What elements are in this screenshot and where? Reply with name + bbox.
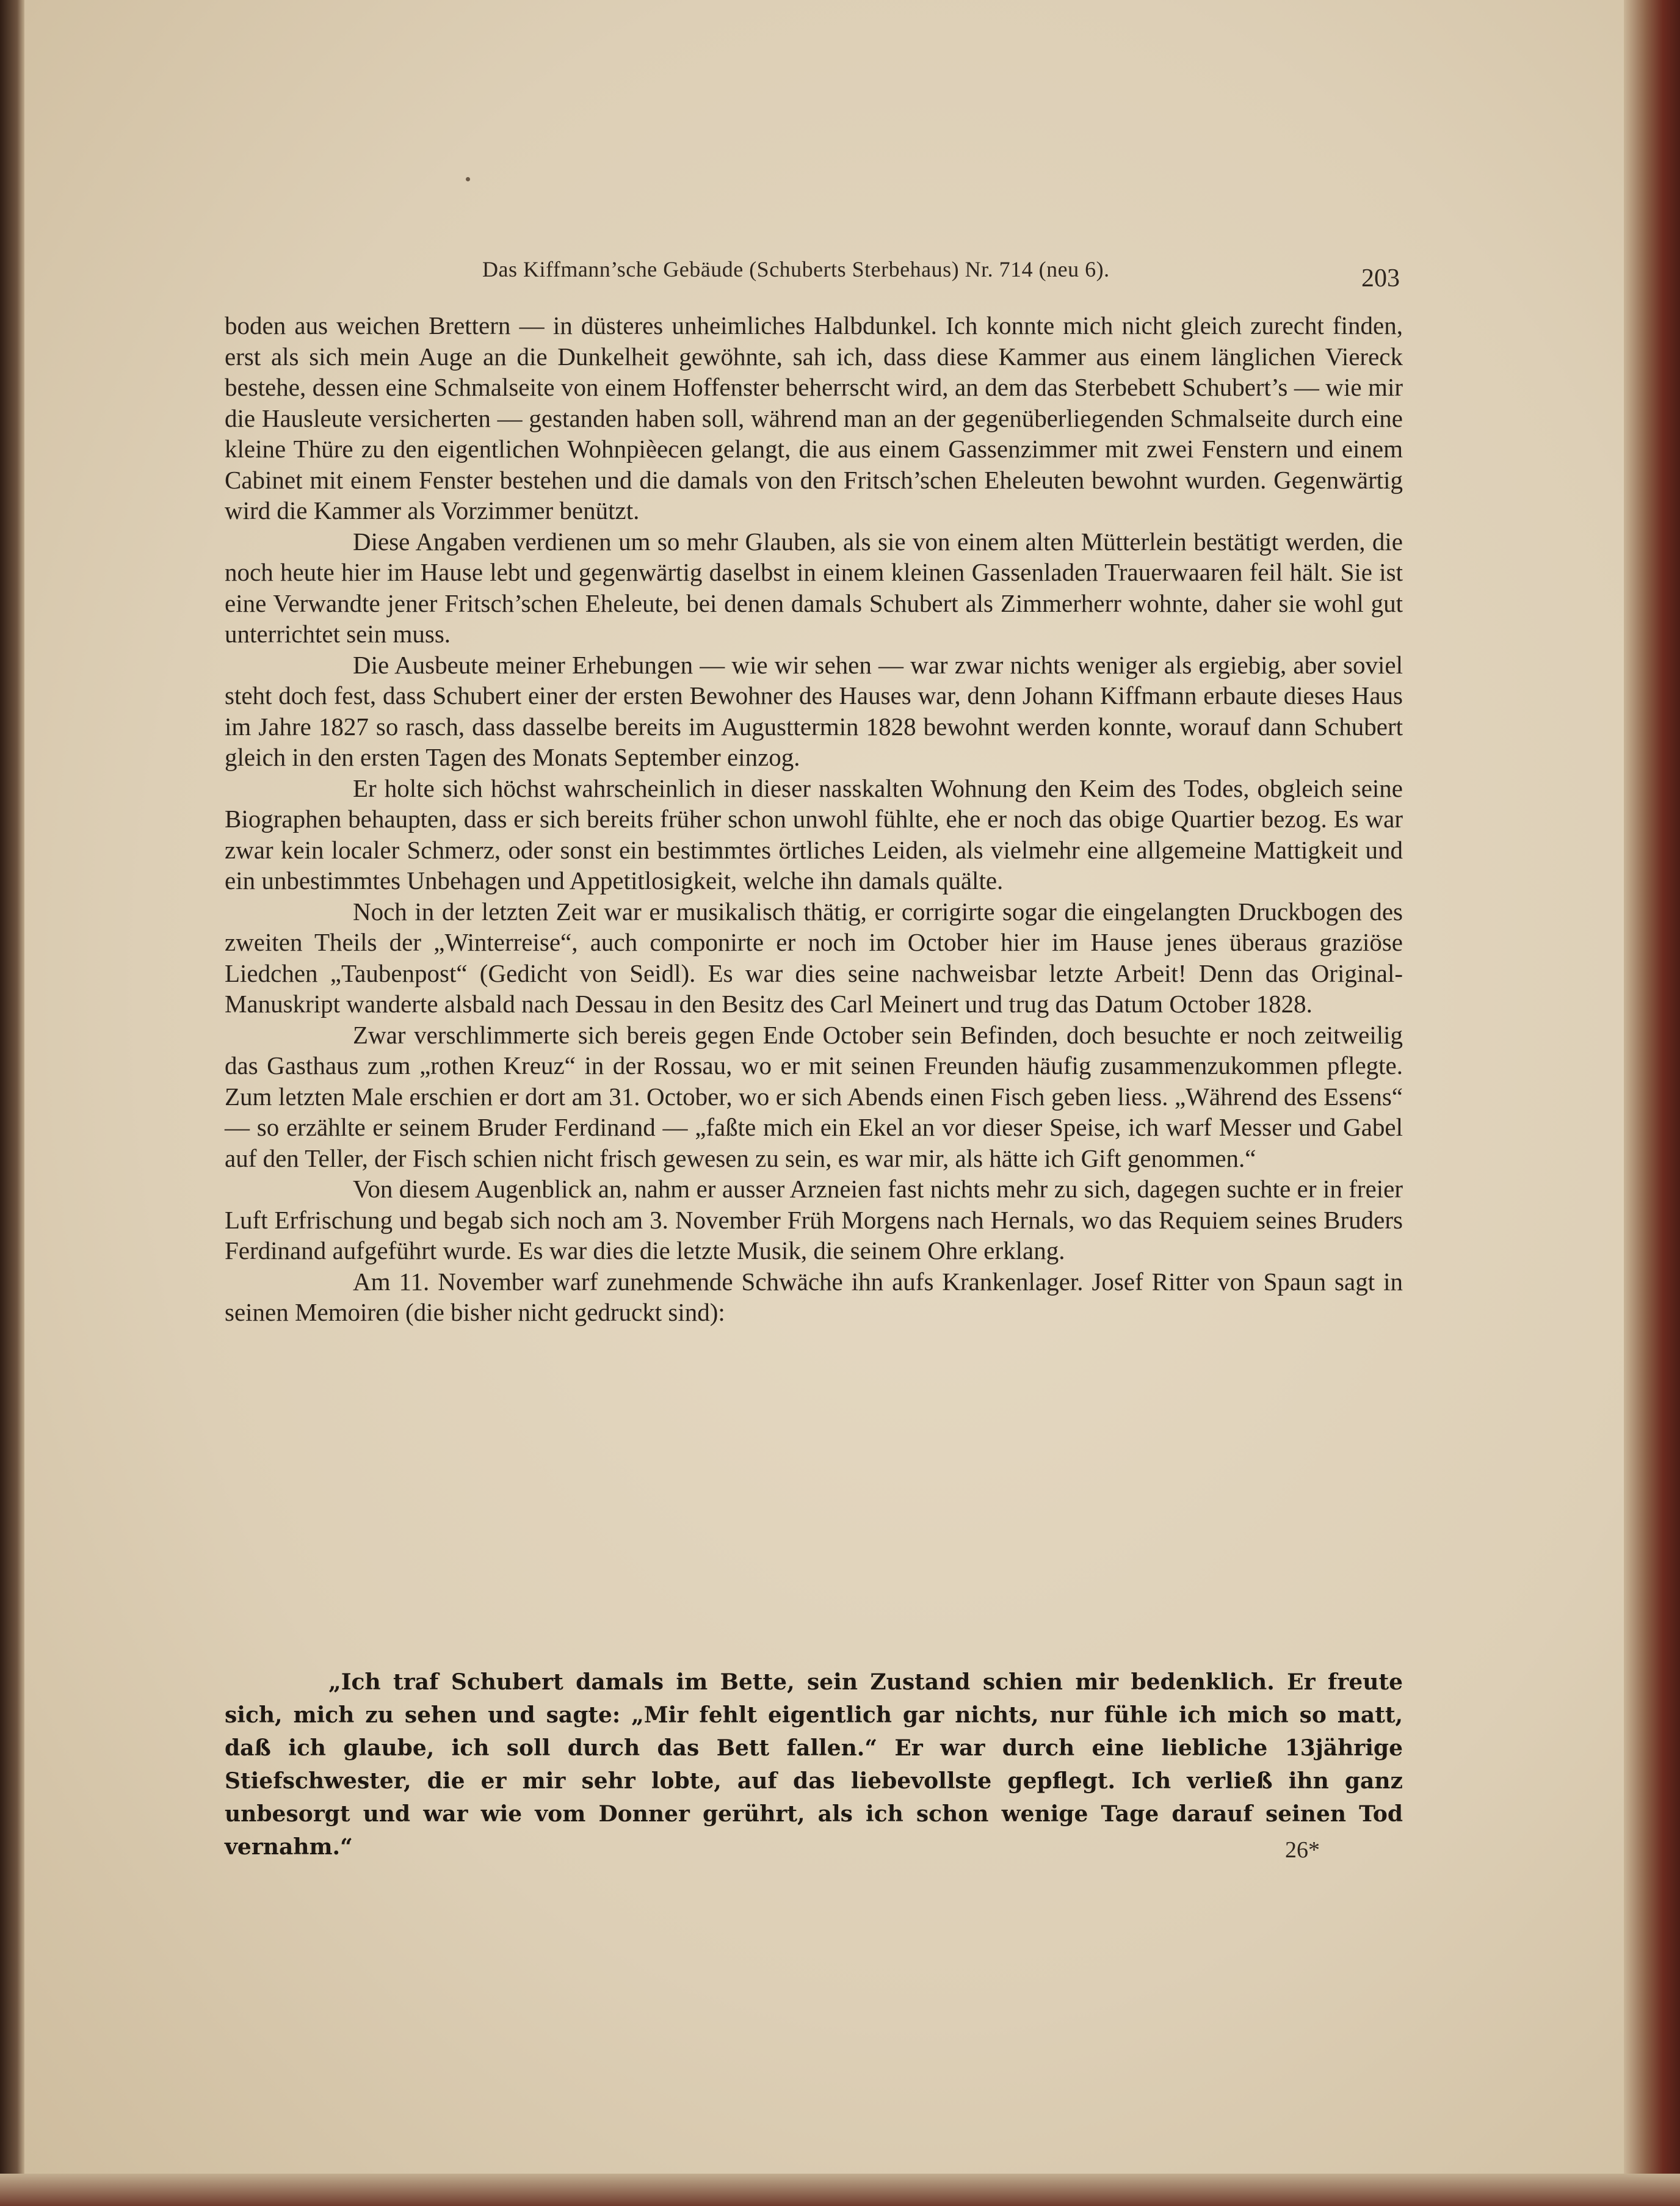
paragraph: Am 11. November warf zunehmende Schwäche ihn aufs Krankenlager. Josef Ritter von Spaun sagt in seinen Memoiren (die bisher nicht gedruckt sind):	[225, 1267, 1403, 1326]
memoir-quote: „Ich traf Schubert damals im Bette, sein Zustand schien mir bedenklich. Er freute sich, mich zu sehen und sagte: „Mir fehlt eigentlich gar nichts, nur fühle ich mich so matt, daß ich glaube, ich soll durch das Bett fallen.“ Er war durch eine liebliche 13jährige Stiefschwester, die er mir sehr lobte, auf das liebevollste gepflegt. Ich verließ ihn ganz unbesorgt und war wie vom Donner gerührt, als ich schon wenige Tage darauf seinen Tod vernahm.“	[225, 1669, 1403, 1860]
paragraph: Von diesem Augenblick an, nahm er ausser Arzneien fast nichts mehr zu sich, dagegen suchte er in freier Luft Erfrischung und begab sich noch am 3. November Früh Morgens nach Hernals, wo das Requiem seines Bruders Ferdinand aufgeführt wurde. Es war dies die letzte Musik, die seinem Ohre erklang.	[225, 1175, 1403, 1264]
book-bottom-edge	[0, 2174, 1680, 2206]
main-text	[225, 310, 1403, 1328]
paragraph: Die Ausbeute meiner Erhebungen — wie wir sehen — war zwar nichts weniger als ergiebig, aber soviel steht doch fest, dass Schubert einer der ersten Bewohner des Hauses war, denn Johann Kiffmann erbaute dieses Haus im Jahre 1827 so rasch, dass dasselbe bereits im Augusttermin 1828 bewohnt werden konnte, worauf dann Schubert gleich in den ersten Tagen des Monats September einzog.	[225, 650, 1403, 771]
paragraph: Zwar verschlimmerte sich bereis gegen Ende October sein Befinden, doch besuchte er noch zeitweilig das Gasthaus zum „rothen Kreuz“ in der Rossau, wo er mit seinen Freunden häufig zusammenzukommen pflegte. Zum letzten Male erschien er dort am 31. October, wo er sich Abends einen Fisch geben liess. „Während des Essens“ — so erzählte er seinem Bruder Ferdinand — „faßte mich ein Ekel an vor dieser Speise, ich warf Messer und Gabel auf den Teller, der Fisch schien nicht frisch gewesen zu sein, es war mir, als hätte ich Gift genommen.“	[225, 1020, 1403, 1172]
running-title: Das Kiffmann’sche Gebäude (Schuberts Sterbehaus) Nr. 714 (neu 6).	[482, 257, 1110, 281]
book-edge	[1624, 0, 1680, 2206]
page-number: 203	[1361, 264, 1400, 292]
book-gutter	[0, 0, 24, 2206]
paragraph: Er holte sich höchst wahrscheinlich in dieser nasskalten Wohnung den Keim des Todes, obgleich seine Biographen behaupten, dass er sich bereits früher schon unwohl fühlte, ehe er noch das obige Quartier bezog. Es war zwar kein localer Schmerz, oder sonst ein bestimmtes örtliches Leiden, als vielmehr eine allgemeine Mattigkeit und ein unbestimmtes Unbehagen und Appetitlosigkeit, welche ihn damals quälte.	[225, 774, 1403, 894]
signature-mark: 26*	[1285, 1837, 1320, 1863]
paragraph: Noch in der letzten Zeit war er musikalisch thätig, er corrigirte sogar die eingelangten Druckbogen des zweiten Theils der „Winterreise“, auch componirte er noch im October hier im Hause jenes überaus graziöse Liedchen „Taubenpost“ (Gedicht von Seidl). Es war dies seine nachweisbar letzte Arbeit! Denn das Original-Manuskript wanderte alsbald nach Dessau in den Besitz des Carl Meinert und trug das Datum October 1828.	[225, 897, 1403, 1018]
ink-speck	[466, 177, 470, 181]
paragraph: boden aus weichen Brettern — in düsteres unheimliches Halbdunkel. Ich konnte mich nicht gleich zurecht finden, erst als sich mein Auge an die Dunkelheit gewöhnte, sah ich, dass diese Kammer aus einem länglichen Viereck bestehe, dessen eine Schmalseite von einem Hoffenster beherrscht wird, an dem das Sterbebett Schubert’s — wie mir die Hausleute versicherten — gestanden haben soll, während man an der gegenüberliegenden Schmalseite durch eine kleine Thüre zu den eigentlichen Wohnpièecen gelangt, die aus einem Gassenzimmer mit zwei Fenstern und einem Cabinet mit einem Fenster bestehen und die damals von den Fritsch’schen Eheleuten bewohnt wurden. Gegenwärtig wird die Kammer als Vorzimmer benützt.	[225, 311, 1403, 524]
paragraph: Diese Angaben verdienen um so mehr Glauben, als sie von einem alten Mütterlein bestätigt werden, die noch heute hier im Hause lebt und gegenwärtig daselbst in einem kleinen Gassenladen Trauerwaaren feil hält. Sie ist eine Verwandte jener Fritsch’schen Eheleute, bei denen damals Schubert als Zimmerherr wohnte, daher sie wohl gut unterrichtet sein muss.	[225, 527, 1403, 648]
